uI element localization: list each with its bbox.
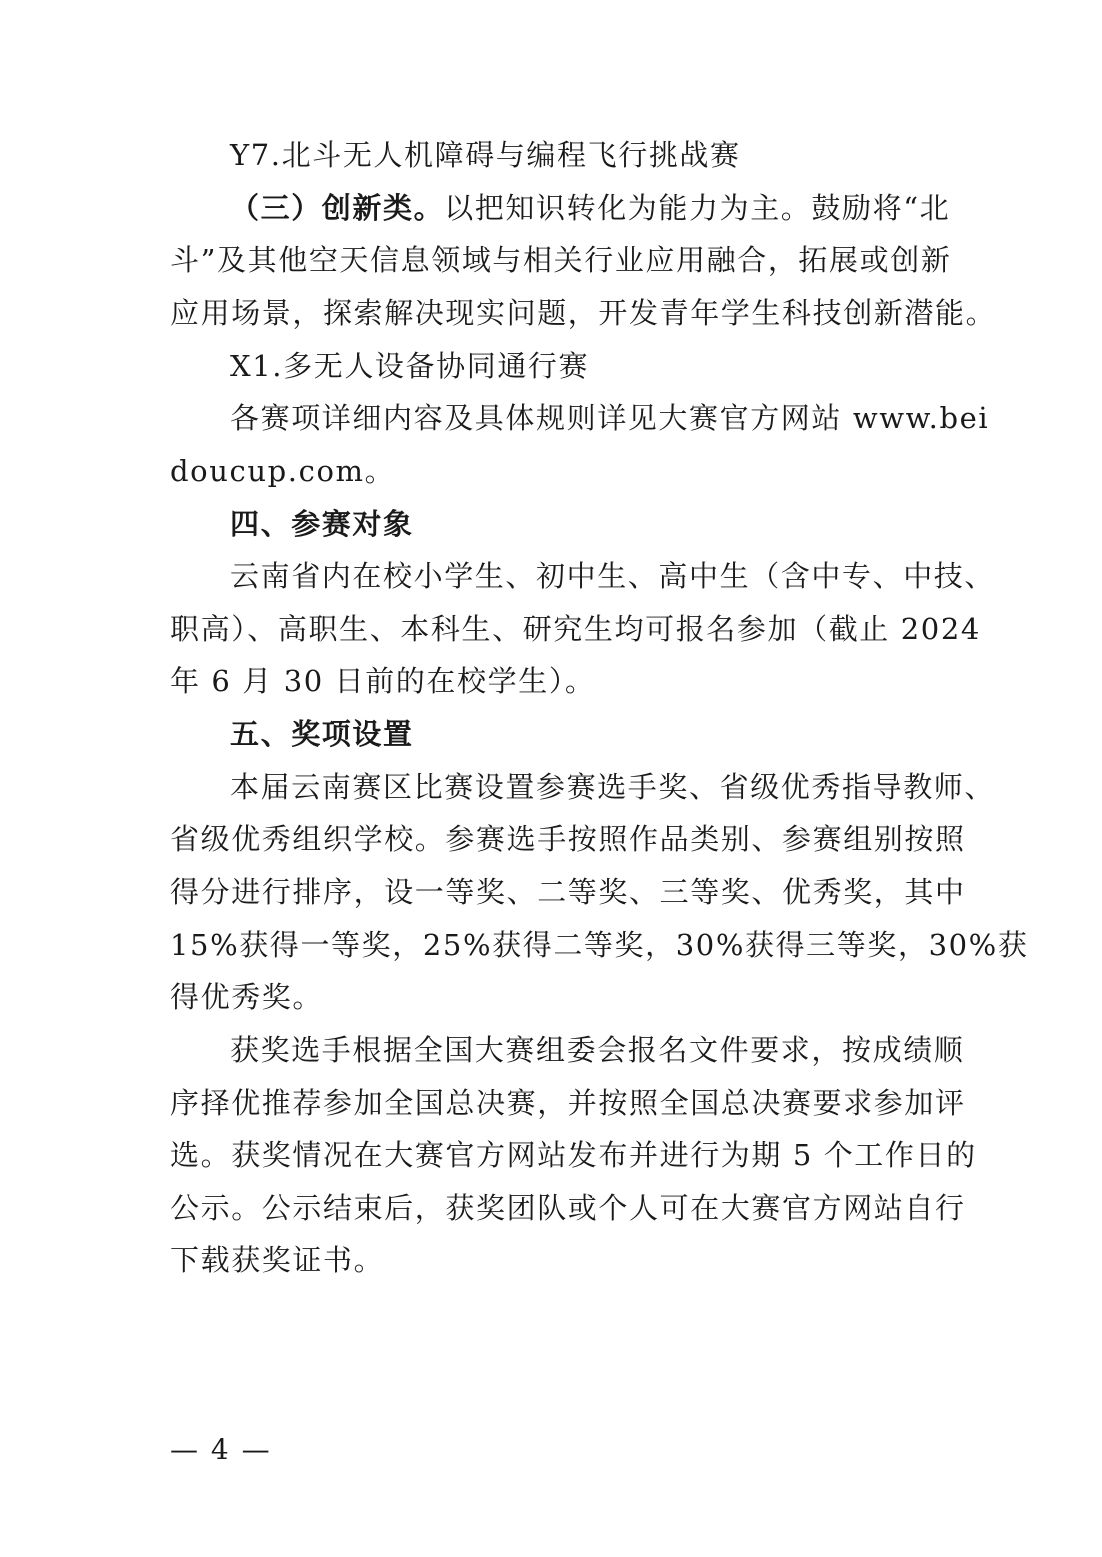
text-line-website-cont: doucup.com。	[170, 454, 396, 488]
text-line-winners-1: 获奖选手根据全国大赛组委会报名文件要求，按成绩顺	[230, 1033, 965, 1067]
category-text: 以把知识转化为能力为主。鼓励将“北	[444, 191, 951, 225]
text-line-participants-2: 职高）、高职生、本科生、研究生均可报名参加（截止 2024	[170, 612, 981, 646]
category-label: （三）创新类。	[230, 191, 445, 225]
text-line-3: 斗”及其他空天信息领域与相关行业应用融合，拓展或创新	[170, 243, 952, 277]
text-line-winners-5: 下载获奖证书。	[170, 1243, 385, 1277]
text-line-winners-2: 序择优推荐参加全国总决赛，并按照全国总决赛要求参加评	[170, 1086, 966, 1120]
section-heading-participants: 四、参赛对象	[230, 507, 414, 541]
text-line-awards-2: 省级优秀组织学校。参赛选手按照作品类别、参赛组别按照	[170, 822, 966, 856]
text-line-awards-3: 得分进行排序，设一等奖、二等奖、三等奖、优秀奖，其中	[170, 875, 966, 909]
text-line-y7: Y7.北斗无人机障碍与编程飞行挑战赛	[230, 138, 741, 172]
text-line-awards-5: 得优秀奖。	[170, 980, 324, 1014]
text-line-participants-1: 云南省内在校小学生、初中生、高中生（含中专、中技、	[230, 559, 996, 593]
text-line-innovation-category	[230, 188, 1000, 228]
text-line-awards-1: 本届云南赛区比赛设置参赛选手奖、省级优秀指导教师、	[230, 770, 996, 804]
text-line-4: 应用场景，探索解决现实问题，开发青年学生科技创新潜能。	[170, 296, 997, 330]
text-line-x1: X1.多无人设备协同通行赛	[230, 349, 590, 383]
text-line-website: 各赛项详细内容及具体规则详见大赛官方网站 www.bei	[230, 401, 990, 435]
page-number: — 4 —	[170, 1433, 272, 1466]
text-line-awards-4: 15%获得一等奖，25%获得二等奖，30%获得三等奖，30%获	[170, 928, 1029, 962]
section-heading-awards: 五、奖项设置	[230, 717, 414, 751]
text-line-winners-3: 选。获奖情况在大赛官方网站发布并进行为期 5 个工作日的	[170, 1138, 977, 1172]
text-line-participants-3: 年 6 月 30 日前的在校学生）。	[170, 664, 596, 698]
text-line-winners-4: 公示。公示结束后，获奖团队或个人可在大赛官方网站自行	[170, 1191, 966, 1225]
